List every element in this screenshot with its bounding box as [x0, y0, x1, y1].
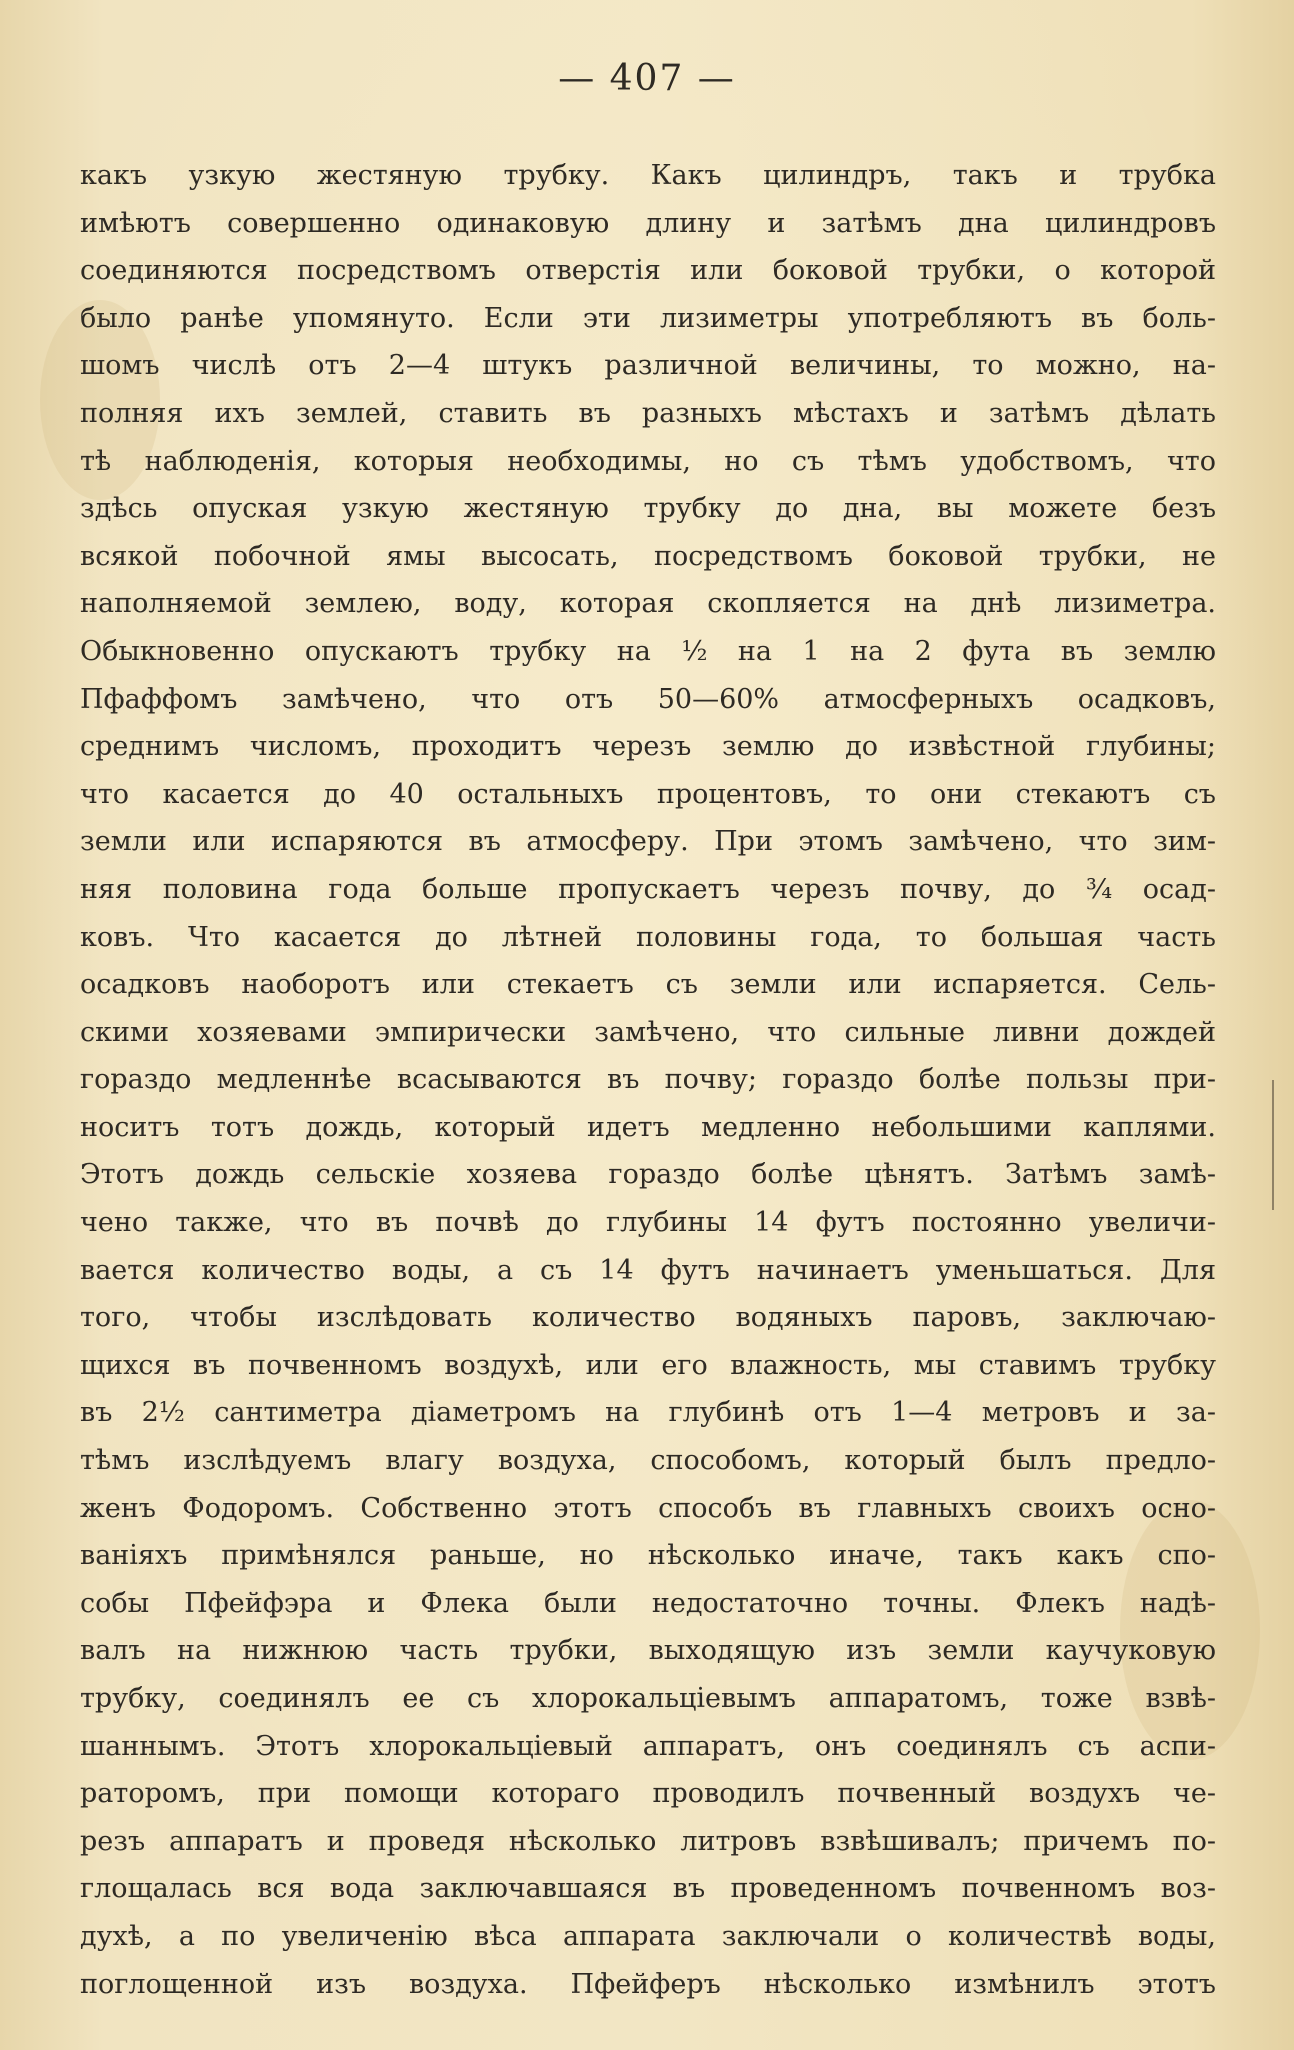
- text-line: собы Пфейфэра и Флека были недостаточно точны. Флекъ надѣ-: [80, 1587, 1216, 1619]
- text-line: что касается до 40 остальныхъ процентовъ, то они стекаютъ съ: [80, 778, 1216, 810]
- text-line: осадковъ наоборотъ или стекаетъ съ земли или испаряется. Сель-: [80, 969, 1216, 1001]
- text-line: шаннымъ. Этотъ хлорокальціевый аппаратъ, онъ соединялъ съ аспи-: [80, 1730, 1216, 1762]
- text-line: было ранѣе упомянуто. Если эти лизиметры употребляютъ въ боль-: [80, 302, 1216, 334]
- text-line: гораздо медленнѣе всасываются въ почву; гораздо болѣе пользы при-: [80, 1064, 1216, 1096]
- text-line: тѣмъ изслѣдуемъ влагу воздуха, способомъ, который былъ предло-: [80, 1445, 1216, 1477]
- body-text: [80, 152, 1216, 2008]
- text-line: няя половина года больше пропускаетъ черезъ почву, до ¾ осад-: [80, 873, 1216, 905]
- text-line: ваніяхъ примѣнялся раньше, но нѣсколько иначе, такъ какъ спо-: [80, 1540, 1216, 1572]
- text-line: всякой побочной ямы высосать, посредствомъ боковой трубки, не: [80, 540, 1216, 572]
- page-number: — 407 —: [558, 58, 736, 99]
- text-line: тѣ наблюденія, которыя необходимы, но съ тѣмъ удобствомъ, что: [80, 445, 1216, 477]
- text-line: наполняемой землею, воду, которая скопляется на днѣ лизиметра.: [80, 588, 1216, 620]
- text-line: Обыкновенно опускаютъ трубку на ½ на 1 на 2 фута въ землю: [80, 635, 1216, 667]
- text-line: глощалась вся вода заключавшаяся въ проведенномъ почвенномъ воз-: [80, 1873, 1216, 1905]
- text-line: шомъ числѣ отъ 2—4 штукъ различной величины, то можно, на-: [80, 350, 1216, 382]
- text-line: полняя ихъ землей, ставить въ разныхъ мѣстахъ и затѣмъ дѣлать: [80, 397, 1216, 429]
- text-line: женъ Фодоромъ. Собственно этотъ способъ въ главныхъ своихъ осно-: [80, 1492, 1216, 1524]
- text-line: соединяются посредствомъ отверстія или боковой трубки, о которой: [80, 255, 1216, 287]
- text-line: Этотъ дождь сельскіе хозяева гораздо болѣе цѣнятъ. Затѣмъ замѣ-: [80, 1159, 1216, 1191]
- text-line: имѣютъ совершенно одинаковую длину и затѣмъ дна цилиндровъ: [80, 207, 1216, 239]
- text-line: въ 2½ сантиметра діаметромъ на глубинѣ отъ 1—4 метровъ и за-: [80, 1397, 1216, 1429]
- text-line: Пфаффомъ замѣчено, что отъ 50—60% атмосферныхъ осадковъ,: [80, 683, 1216, 715]
- text-line: раторомъ, при помощи котораго проводилъ почвенный воздухъ че-: [80, 1778, 1216, 1810]
- text-line: щихся въ почвенномъ воздухѣ, или его влажность, мы ставимъ трубку: [80, 1349, 1216, 1381]
- text-line: чено также, что въ почвѣ до глубины 14 футъ постоянно увеличи-: [80, 1207, 1216, 1239]
- text-line: здѣсь опуская узкую жестяную трубку до дна, вы можете безъ: [80, 493, 1216, 525]
- text-line: поглощенной изъ воздуха. Пфейферъ нѣсколько измѣнилъ этотъ: [80, 1968, 1216, 2000]
- text-line: вается количество воды, а съ 14 футъ начинаетъ уменьшаться. Для: [80, 1254, 1216, 1286]
- margin-pencil-mark: [1272, 1080, 1274, 1210]
- text-line: того, чтобы изслѣдовать количество водяныхъ паровъ, заключаю-: [80, 1302, 1216, 1334]
- text-line: духѣ, а по увеличенію вѣса аппарата заключали о количествѣ воды,: [80, 1920, 1216, 1952]
- text-line: среднимъ числомъ, проходитъ черезъ землю до извѣстной глубины;: [80, 731, 1216, 763]
- text-line: какъ узкую жестяную трубку. Какъ цилиндръ, такъ и трубка: [80, 160, 1216, 191]
- text-line: ковъ. Что касается до лѣтней половины года, то большая часть: [80, 921, 1216, 953]
- text-line: резъ аппаратъ и проведя нѣсколько литровъ взвѣшивалъ; причемъ по-: [80, 1825, 1216, 1857]
- text-line: валъ на нижнюю часть трубки, выходящую изъ земли каучуковую: [80, 1635, 1216, 1667]
- text-line: носитъ тотъ дождь, который идетъ медленно небольшими каплями.: [80, 1111, 1216, 1143]
- text-line: земли или испаряются въ атмосферу. При этомъ замѣчено, что зим-: [80, 826, 1216, 858]
- text-line: трубку, соединялъ ее съ хлорокальціевымъ аппаратомъ, тоже взвѣ-: [80, 1683, 1216, 1714]
- text-line: скими хозяевами эмпирически замѣчено, что сильные ливни дождей: [80, 1016, 1216, 1048]
